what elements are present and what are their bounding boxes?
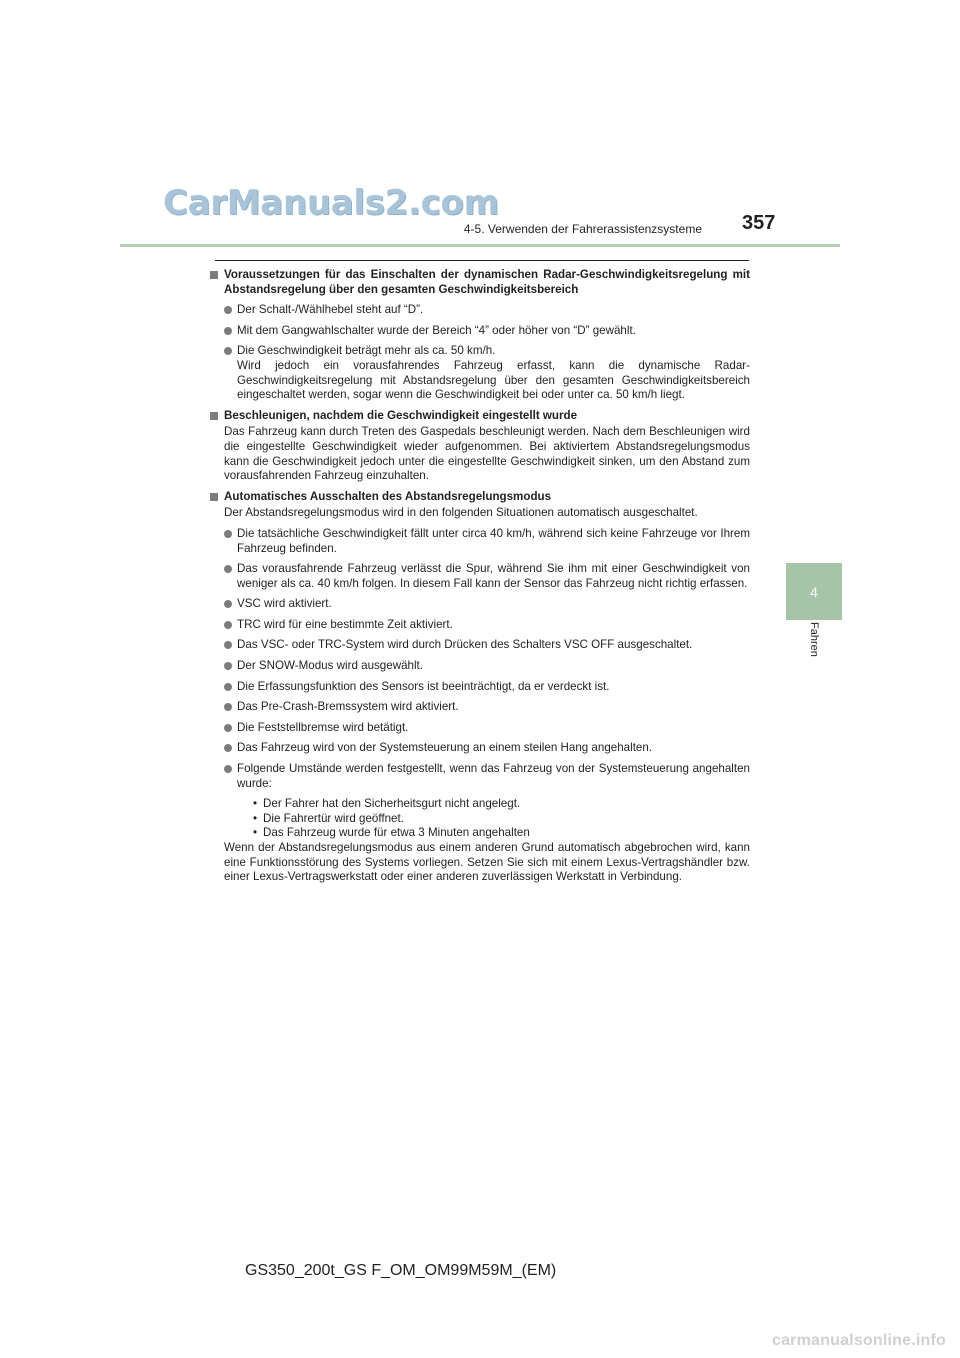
section-heading bbox=[210, 268, 750, 297]
header-rule bbox=[120, 244, 840, 247]
list-item bbox=[210, 562, 750, 591]
list-item bbox=[210, 324, 750, 339]
sub-list-item bbox=[253, 812, 750, 827]
sub-list-item bbox=[253, 797, 750, 812]
watermark-footer: carmanualsonline.info bbox=[771, 1332, 946, 1349]
square-bullet-icon bbox=[210, 412, 218, 420]
round-bullet-icon bbox=[224, 530, 232, 538]
sub-list-item bbox=[253, 826, 750, 841]
sub-list bbox=[210, 797, 750, 841]
round-bullet-icon bbox=[224, 724, 232, 732]
list-item-text: Das vorausfahrende Fahrzeug verlässt die Spur, während Sie ihm mit einer Geschwindigkeit von weniger als ca. 40 km/h folgen. In diesem Fall kann der Sensor das Fahrzeug nicht richtig erfassen. bbox=[237, 562, 750, 590]
page-content bbox=[210, 268, 750, 885]
list-item-text: Das VSC- oder TRC-System wird durch Drücken des Schalters VSC OFF ausgeschaltet. bbox=[237, 638, 693, 652]
closing-paragraph: Wenn der Abstandsregelungsmodus aus einem anderen Grund automatisch abgebrochen wird, kann eine Funktionsstörung des Systems vorliegen. Setzen Sie sich mit einem Lexus-Vertragshändler bzw. einer Lexus-Vertragswerkstatt oder einer anderen zuverlässigen Werkstatt in Verbindung. bbox=[224, 841, 750, 884]
round-bullet-icon bbox=[224, 306, 232, 314]
list-item-text: Das Fahrzeug wird von der Systemsteuerung an einem steilen Hang angehalten. bbox=[237, 741, 653, 755]
dot-marker: • bbox=[253, 811, 258, 825]
list-item-continuation: Wird jedoch ein vorausfahrendes Fahrzeug erfasst, kann die dynamische Radar-Geschwindigkeitsregelung mit Abstandsregelung über den gesamten Geschwindigkeitsbereich eingeschaltet werden, sogar wenn die Geschwindigkeit bei oder unter ca. 50 km/h liegt. bbox=[237, 358, 750, 402]
list-item bbox=[210, 659, 750, 674]
round-bullet-icon bbox=[224, 744, 232, 752]
round-bullet-icon bbox=[224, 683, 232, 691]
list-item bbox=[210, 618, 750, 633]
chapter-tab[interactable] bbox=[786, 563, 842, 620]
list-item bbox=[210, 344, 750, 402]
list-item-text: Die tatsächliche Geschwindigkeit fällt unter circa 40 km/h, während sich keine Fahrzeuge vor Ihrem Fahrzeug befinden. bbox=[237, 526, 750, 555]
list-item-text: Die Feststellbremse wird betätigt. bbox=[237, 720, 409, 734]
list-item bbox=[210, 762, 750, 791]
round-bullet-icon bbox=[224, 641, 232, 649]
round-bullet-icon bbox=[224, 600, 232, 608]
section-heading bbox=[210, 409, 750, 424]
round-bullet-icon bbox=[224, 347, 232, 355]
sub-list-item-text: Die Fahrertür wird geöffnet. bbox=[263, 811, 404, 825]
chapter-label: Fahren bbox=[808, 622, 820, 657]
list-item-text: Der Schalt-/Wählhebel steht auf “D”. bbox=[237, 303, 424, 317]
list-item bbox=[210, 721, 750, 736]
list-item bbox=[210, 527, 750, 556]
watermark-logo: CarManuals2.com bbox=[163, 183, 499, 223]
list-item bbox=[210, 680, 750, 695]
paragraph: Der Abstandsregelungsmodus wird in den folgenden Situationen automatisch ausgeschaltet. bbox=[224, 506, 698, 520]
round-bullet-icon bbox=[224, 662, 232, 670]
content-top-rule bbox=[215, 260, 749, 261]
round-bullet-icon bbox=[224, 565, 232, 573]
list-item bbox=[210, 741, 750, 756]
sub-list-item-text: Der Fahrer hat den Sicherheitsgurt nicht angelegt. bbox=[263, 797, 521, 811]
section-header: 4-5. Verwenden der Fahrerassistenzsysteme bbox=[463, 222, 702, 236]
sub-list-item-text: Das Fahrzeug wurde für etwa 3 Minuten angehalten bbox=[263, 826, 530, 840]
list-item bbox=[210, 303, 750, 318]
square-bullet-icon bbox=[210, 271, 218, 279]
list-item-text: Das Pre-Crash-Bremssystem wird aktiviert. bbox=[237, 700, 459, 714]
dot-marker: • bbox=[253, 797, 258, 811]
list-item bbox=[210, 638, 750, 653]
page-number: 357 bbox=[742, 212, 776, 234]
document-footer: GS350_200t_GS F_OM_OM99M59M_(EM) bbox=[245, 1262, 557, 1279]
list-item-text: Mit dem Gangwahlschalter wurde der Bereich “4” oder höher von “D” gewählt. bbox=[237, 323, 636, 337]
list-item-text: Der SNOW-Modus wird ausgewählt. bbox=[237, 659, 423, 673]
list-item-text: Folgende Umstände werden festgestellt, wenn das Fahrzeug von der Systemsteuerung angehalten wurde: bbox=[237, 762, 750, 790]
list-item-text: Die Erfassungsfunktion des Sensors ist beeinträchtigt, da er verdeckt ist. bbox=[237, 679, 610, 693]
round-bullet-icon bbox=[224, 765, 232, 773]
round-bullet-icon bbox=[224, 327, 232, 335]
round-bullet-icon bbox=[224, 621, 232, 629]
square-bullet-icon bbox=[210, 493, 218, 501]
list-item-text: TRC wird für eine bestimmte Zeit aktiviert. bbox=[237, 617, 453, 631]
section-heading bbox=[210, 490, 750, 505]
heading-text: Voraussetzungen für das Einschalten der dynamischen Radar-Geschwindigkeitsregelung mit Abstandsregelung über den gesamten Geschwindigkeitsbereich bbox=[224, 268, 750, 296]
paragraph: Das Fahrzeug kann durch Treten des Gaspedals beschleunigt werden. Nach dem Beschleunigen wird die eingestellte Geschwindigkeit wieder aufgenommen. Bei aktiviertem Abstandsregelungsmodus kann die Geschwindigkeit jedoch unter die eingestellte Geschwindigkeit sinken, um den Abstand zum vorausfahrenden Fahrzeug einzuhalten. bbox=[224, 425, 750, 483]
dot-marker: • bbox=[253, 826, 258, 840]
heading-text: Automatisches Ausschalten des Abstandsregelungsmodus bbox=[224, 489, 552, 503]
list-item-text: VSC wird aktiviert. bbox=[237, 597, 332, 611]
list-item bbox=[210, 597, 750, 612]
heading-text: Beschleunigen, nachdem die Geschwindigkeit eingestellt wurde bbox=[224, 408, 578, 422]
round-bullet-icon bbox=[224, 703, 232, 711]
list-item-text: Die Geschwindigkeit beträgt mehr als ca. 50 km/h. bbox=[237, 344, 496, 358]
list-item bbox=[210, 700, 750, 715]
chapter-number: 4 bbox=[810, 583, 818, 600]
